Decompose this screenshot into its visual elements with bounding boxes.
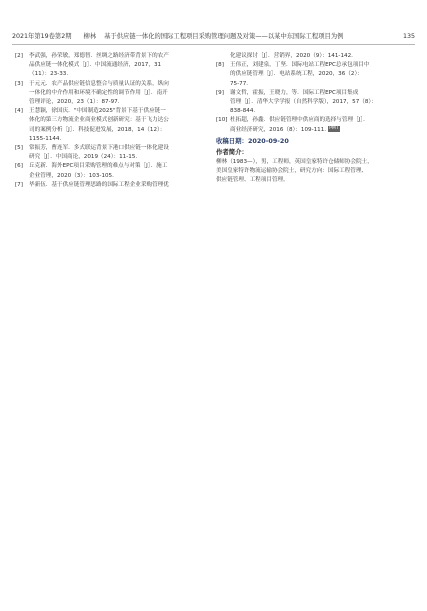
reference-continuation [216, 98, 412, 107]
reference-line: 杜拓超，孙鑫．供应链管理中供应商的选择与管理［J］． [230, 117, 369, 124]
reference-line: 管理评论，2020，23（1）：87-97. [29, 99, 120, 106]
reference-item [15, 80, 205, 89]
author-bio-line: 供应链管理、工程项目管理。 [216, 177, 289, 184]
reference-line: 司的案例分析［J］．科技促进发展，2018，14（12）： [29, 126, 166, 133]
reference-line: 一体化的中介作用和环境不确定性的调节作用［J］．南开 [29, 89, 168, 96]
reference-line: 王伟正，刘建泉，丁坚．国际电站工程EPC总承包项目中 [230, 62, 370, 69]
header-article-title: 基于供应链一体化的国际工程项目采购管理问题及对策——以某中东国际工程项目为例 [104, 33, 344, 40]
reference-continuation [15, 172, 205, 181]
reference-item [15, 107, 205, 116]
reference-line: 李武强，孙荣敏，郑德智．丝绸之路经济带背景下的农产 [29, 53, 169, 59]
right-column-references [216, 52, 412, 185]
reference-number: [9] [216, 89, 224, 96]
reference-line: 75-77. [230, 80, 249, 87]
reference-continuation [15, 61, 205, 70]
reference-continuation [15, 70, 205, 79]
reference-item [216, 89, 412, 98]
reference-item [15, 181, 205, 190]
reference-line: （11）：23-33. [29, 71, 69, 78]
reference-continuation [15, 153, 205, 162]
reference-line: 化建议探讨［J］．营销界，2020（9）：141-142. [230, 53, 353, 59]
reference-item [15, 52, 205, 61]
received-date: 收稿日期：2020-09-20 [216, 136, 289, 145]
reference-line: 丘克新．海外EPC项目采购管理的难点与对策［J］．施工 [29, 163, 168, 170]
reference-line: 838-844. [230, 108, 256, 115]
reference-continuation [216, 52, 412, 61]
pmt-badge: PMT [329, 126, 339, 132]
reference-line: 毕新伍．基于供应链管理思路的国际工程企业采购管理优 [29, 181, 169, 188]
reference-line-with-badge [216, 126, 412, 135]
reference-line: 管理［J］．清华大学学报（自然科学版），2017，57（8）： [230, 99, 377, 106]
reference-item [216, 61, 412, 70]
page-number: 135 [402, 33, 415, 40]
reference-continuation [15, 135, 205, 144]
running-header [12, 30, 415, 45]
reference-number: [8] [216, 62, 224, 69]
left-column-references [15, 52, 205, 190]
reference-continuation [15, 126, 205, 135]
reference-number: [3] [15, 80, 23, 87]
reference-line: 于元元．农产品供应链信息整合与质量认证的关系，纵向 [29, 80, 169, 87]
reference-number: [7] [15, 181, 23, 188]
reference-number: [10] [216, 117, 228, 124]
reference-line: 王慧颖，徐国庆．"中国制造2025"背景下基于供应链一 [29, 108, 166, 115]
reference-continuation [15, 116, 205, 125]
reference-item [216, 116, 412, 125]
reference-line: 常振芳，曹连军．多式联运背景下港口供应链一体化建设 [29, 145, 169, 152]
reference-line: 研究［J］．中国商论，2019（24）：11-15. [29, 154, 138, 161]
reference-continuation [15, 98, 205, 107]
reference-continuation [216, 126, 412, 135]
reference-continuation [216, 107, 412, 116]
reference-item [15, 144, 205, 153]
reference-item [15, 162, 205, 171]
reference-line: 商业经济研究，2016（8）：109-111. [230, 126, 327, 133]
author-bio-heading: 作者简介： [216, 147, 248, 156]
reference-line: 体化的第三方物流企业商业模式创新研究：基于飞力达公 [29, 117, 169, 124]
journal-issue: 2021年第19卷第2期 [12, 33, 72, 40]
author-bio-line: 柳林（1983—），男，工程师，英国皇家特许仓储师协会院士， [216, 158, 373, 165]
reference-number: [5] [15, 145, 23, 152]
header-author: 柳林 [83, 33, 97, 40]
reference-line: 品供应链一体化模式［J］．中国流通经济，2017，31 [29, 62, 162, 69]
reference-continuation [216, 80, 412, 89]
reference-continuation [15, 89, 205, 98]
reference-line: 1155-1144. [29, 135, 62, 142]
author-bio-line: 美国皇家特许物流运输协会院士，研究方向：国际工程管理、 [216, 168, 368, 175]
reference-line: 的供应链管理［J］．电站系统工程，2020，36（2）： [230, 71, 363, 78]
reference-continuation [216, 70, 412, 79]
reference-number: [6] [15, 163, 23, 170]
reference-line: 企业管理，2020（3）：103-105. [29, 172, 114, 179]
reference-line: 谢文哲，霍振，王晓力，等．国际工程EPC项目集成 [230, 89, 359, 96]
reference-number: [2] [15, 53, 23, 59]
reference-number: [4] [15, 108, 23, 115]
